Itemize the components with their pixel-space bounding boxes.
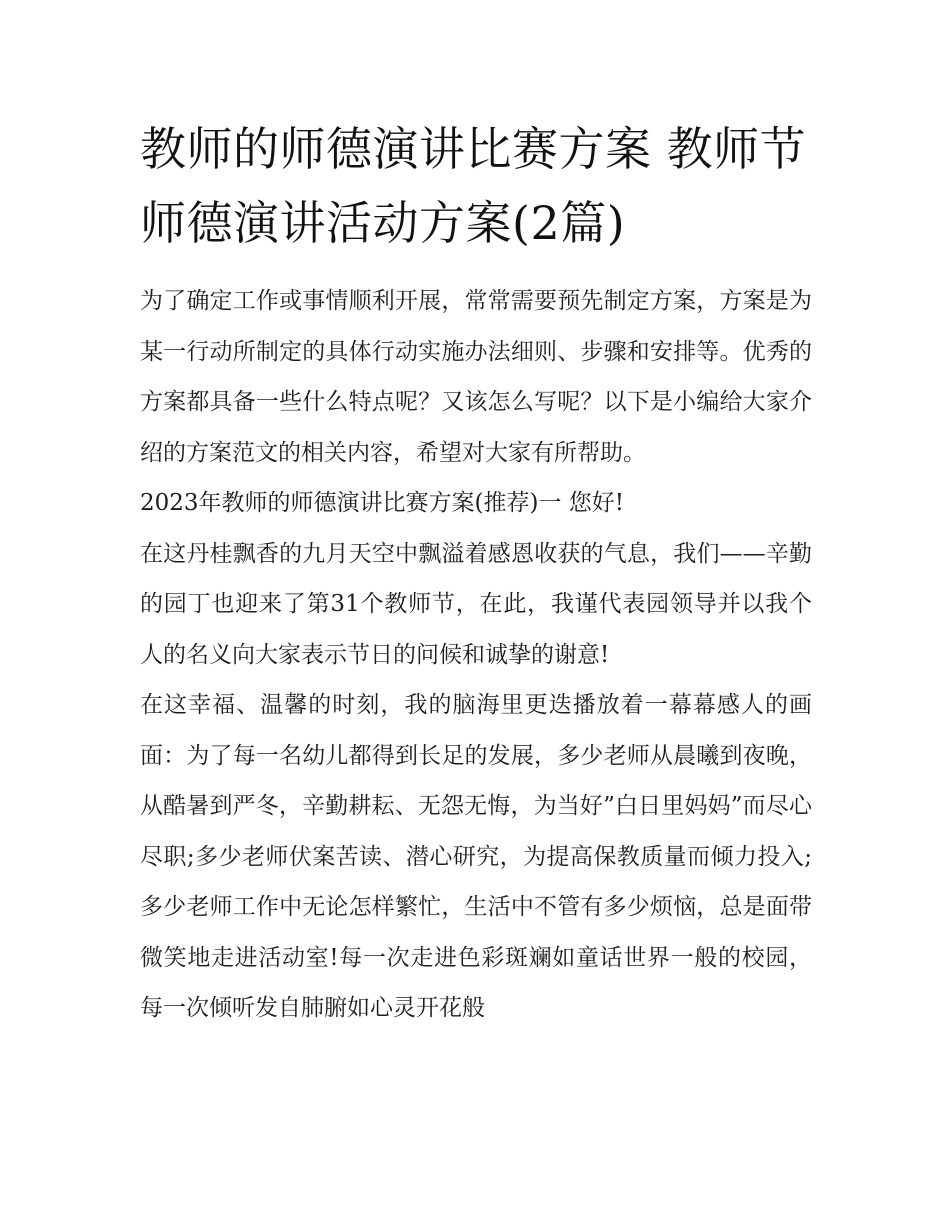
document-title: 教师的师德演讲比赛方案 教师节师德演讲活动方案(2篇) — [140, 122, 807, 250]
content-paragraph: 在这幸福、温馨的时刻，我的脑海里更迭播放着一幕幕感人的画面：为了每一名幼儿都得到长足的发展，多少老师从晨曦到夜晚，从酷暑到严冬，辛勤耕耘、无怨无悔，为当好”白日里妈妈”而尽心尽职;多少老师伏案苦读、潜心研究，为提高保教质量而倾力投入;多少老师工作中无论怎样繁忙，生活中不管有多少烦恼，总是面带微笑地走进活动室!每一次走进色彩斑斓如童话世界一般的校园，每一次倾听发自肺腑如心灵开花般 — [140, 692, 812, 1021]
document-body — [140, 276, 812, 1034]
intro-paragraph: 为了确定工作或事情顺利开展，常常需要预先制定方案，方案是为某一行动所制定的具体行动实施办法细则、步骤和安排等。优秀的方案都具备一些什么特点呢？又该怎么写呢？以下是小编给大家介绍的方案范文的相关内容，希望对大家有所帮助。 — [140, 288, 812, 466]
section-heading: 2023年教师的师德演讲比赛方案(推荐)一 您好! — [140, 490, 625, 516]
greeting-paragraph: 在这丹桂飘香的九月天空中飘溢着感恩收获的气息，我们——辛勤的园丁也迎来了第31个教师节，在此，我谨代表园领导并以我个人的名义向大家表示节日的问候和诚挚的谢意! — [140, 540, 812, 668]
